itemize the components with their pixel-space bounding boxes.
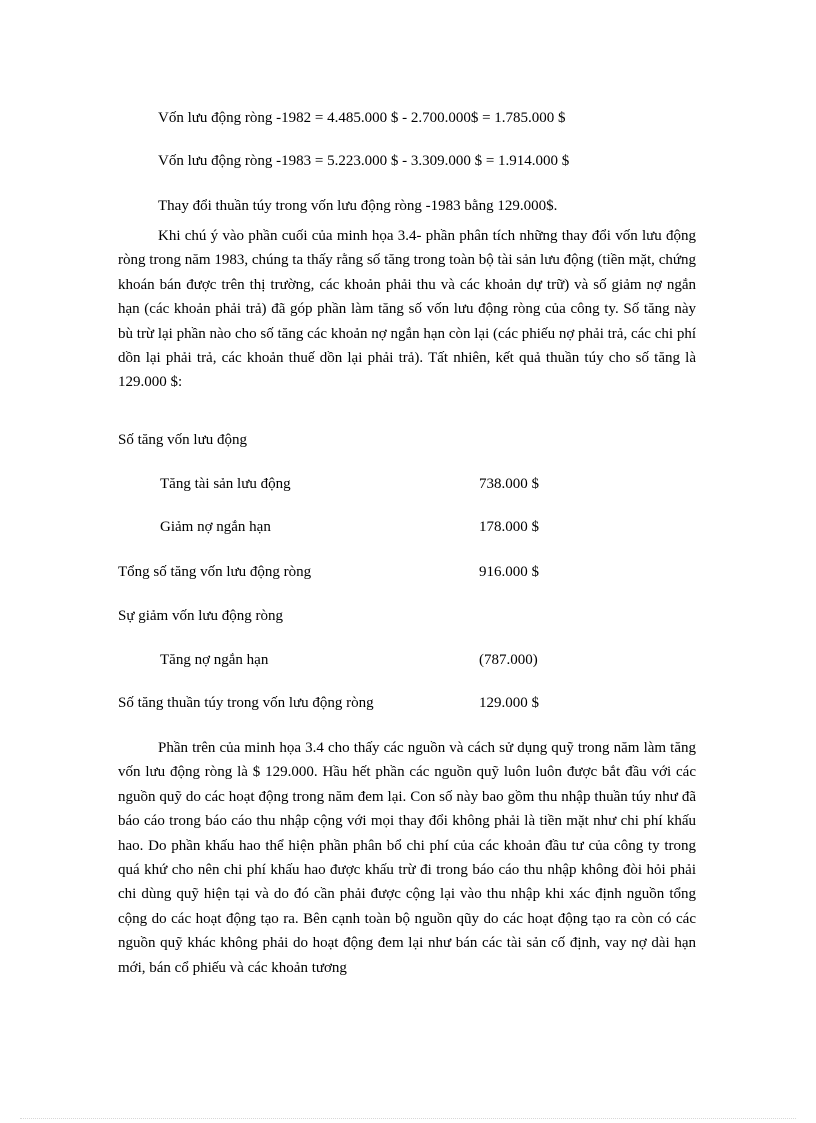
current-assets-value: 738.000 $ xyxy=(479,476,539,492)
increase-heading: Số tăng vốn lưu động xyxy=(118,432,247,448)
page-bottom-rule xyxy=(20,1118,796,1119)
net-increase-value: 129.000 $ xyxy=(479,695,539,711)
current-assets-label: Tăng tài sản lưu động xyxy=(160,476,291,492)
net-increase-label: Số tăng thuần túy trong vốn lưu động ròng xyxy=(118,695,374,711)
short-debt-increase-label: Tăng nợ ngắn hạn xyxy=(160,652,269,668)
paragraph-analysis: Khi chú ý vào phần cuối của minh họa 3.4- phần phân tích những thay đổi vốn lưu động ròng trong năm 1983, chúng ta thấy rằng số tăng trong toàn bộ tài sản lưu động (tiền mặt, chứng khoán bán được trên thị trường, các khoản phải thu và các khoản dự trữ) và số giảm nợ ngắn hạn (các khoản phải trả) đã góp phần làm tăng số vốn lưu động ròng của công ty. Số tăng này bù trừ lại phần nào cho số tăng các khoản nợ ngắn hạn còn lại (các phiếu nợ phải trả, các chi phí dồn lại phải trả, các khoản thuế dồn lại phải trả). Tất nhiên, kết quả thuần túy cho số tăng là 129.000 $: xyxy=(118,228,696,391)
short-debt-increase-value: (787.000) xyxy=(479,652,538,668)
total-increase-value: 916.000 $ xyxy=(479,564,539,580)
short-debt-decrease-label: Giảm nợ ngắn hạn xyxy=(160,519,271,535)
formula-1983: Vốn lưu động ròng -1983 = 5.223.000 $ - 3.309.000 $ = 1.914.000 $ xyxy=(158,153,570,169)
decrease-heading: Sự giảm vốn lưu động ròng xyxy=(118,608,284,624)
formula-net-change: Thay đổi thuần túy trong vốn lưu động ròng -1983 bằng 129.000$. xyxy=(158,198,558,214)
formula-1982: Vốn lưu động ròng -1982 = 4.485.000 $ - 2.700.000$ = 1.785.000 $ xyxy=(158,110,566,126)
short-debt-decrease-value: 178.000 $ xyxy=(479,519,539,535)
paragraph-sources: Phần trên của minh họa 3.4 cho thấy các nguồn và cách sử dụng quỹ trong năm làm tăng vốn lưu động ròng là $ 129.000. Hầu hết phần các nguồn quỹ luôn luôn được bắt đầu với các nguồn quỹ do các hoạt động trong năm đem lại. Con số này bao gồm thu nhập thuần túy như đã báo cáo trong báo cáo thu nhập cộng với mọi thay đổi không phải là tiền mặt như chi phí khấu hao. Do phần khấu hao thể hiện phần phân bổ chi phí của các khoản đầu tư của công ty trong quá khứ cho nên chi phí khấu hao được khấu trừ đi trong báo cáo thu nhập không đòi hỏi phải chi dùng quỹ hiện tại và do đó cần phải được cộng lại vào thu nhập khi xác định nguồn tổng cộng do các hoạt động tạo ra. Bên cạnh toàn bộ nguồn qũy do các hoạt động tạo ra còn có các nguồn quỹ khác không phải do hoạt động đem lại như bán các tài sản cố định, vay nợ dài hạn mới, bán cổ phiếu và các khoản tương xyxy=(118,740,696,976)
total-increase-label: Tổng số tăng vốn lưu động ròng xyxy=(118,564,312,580)
